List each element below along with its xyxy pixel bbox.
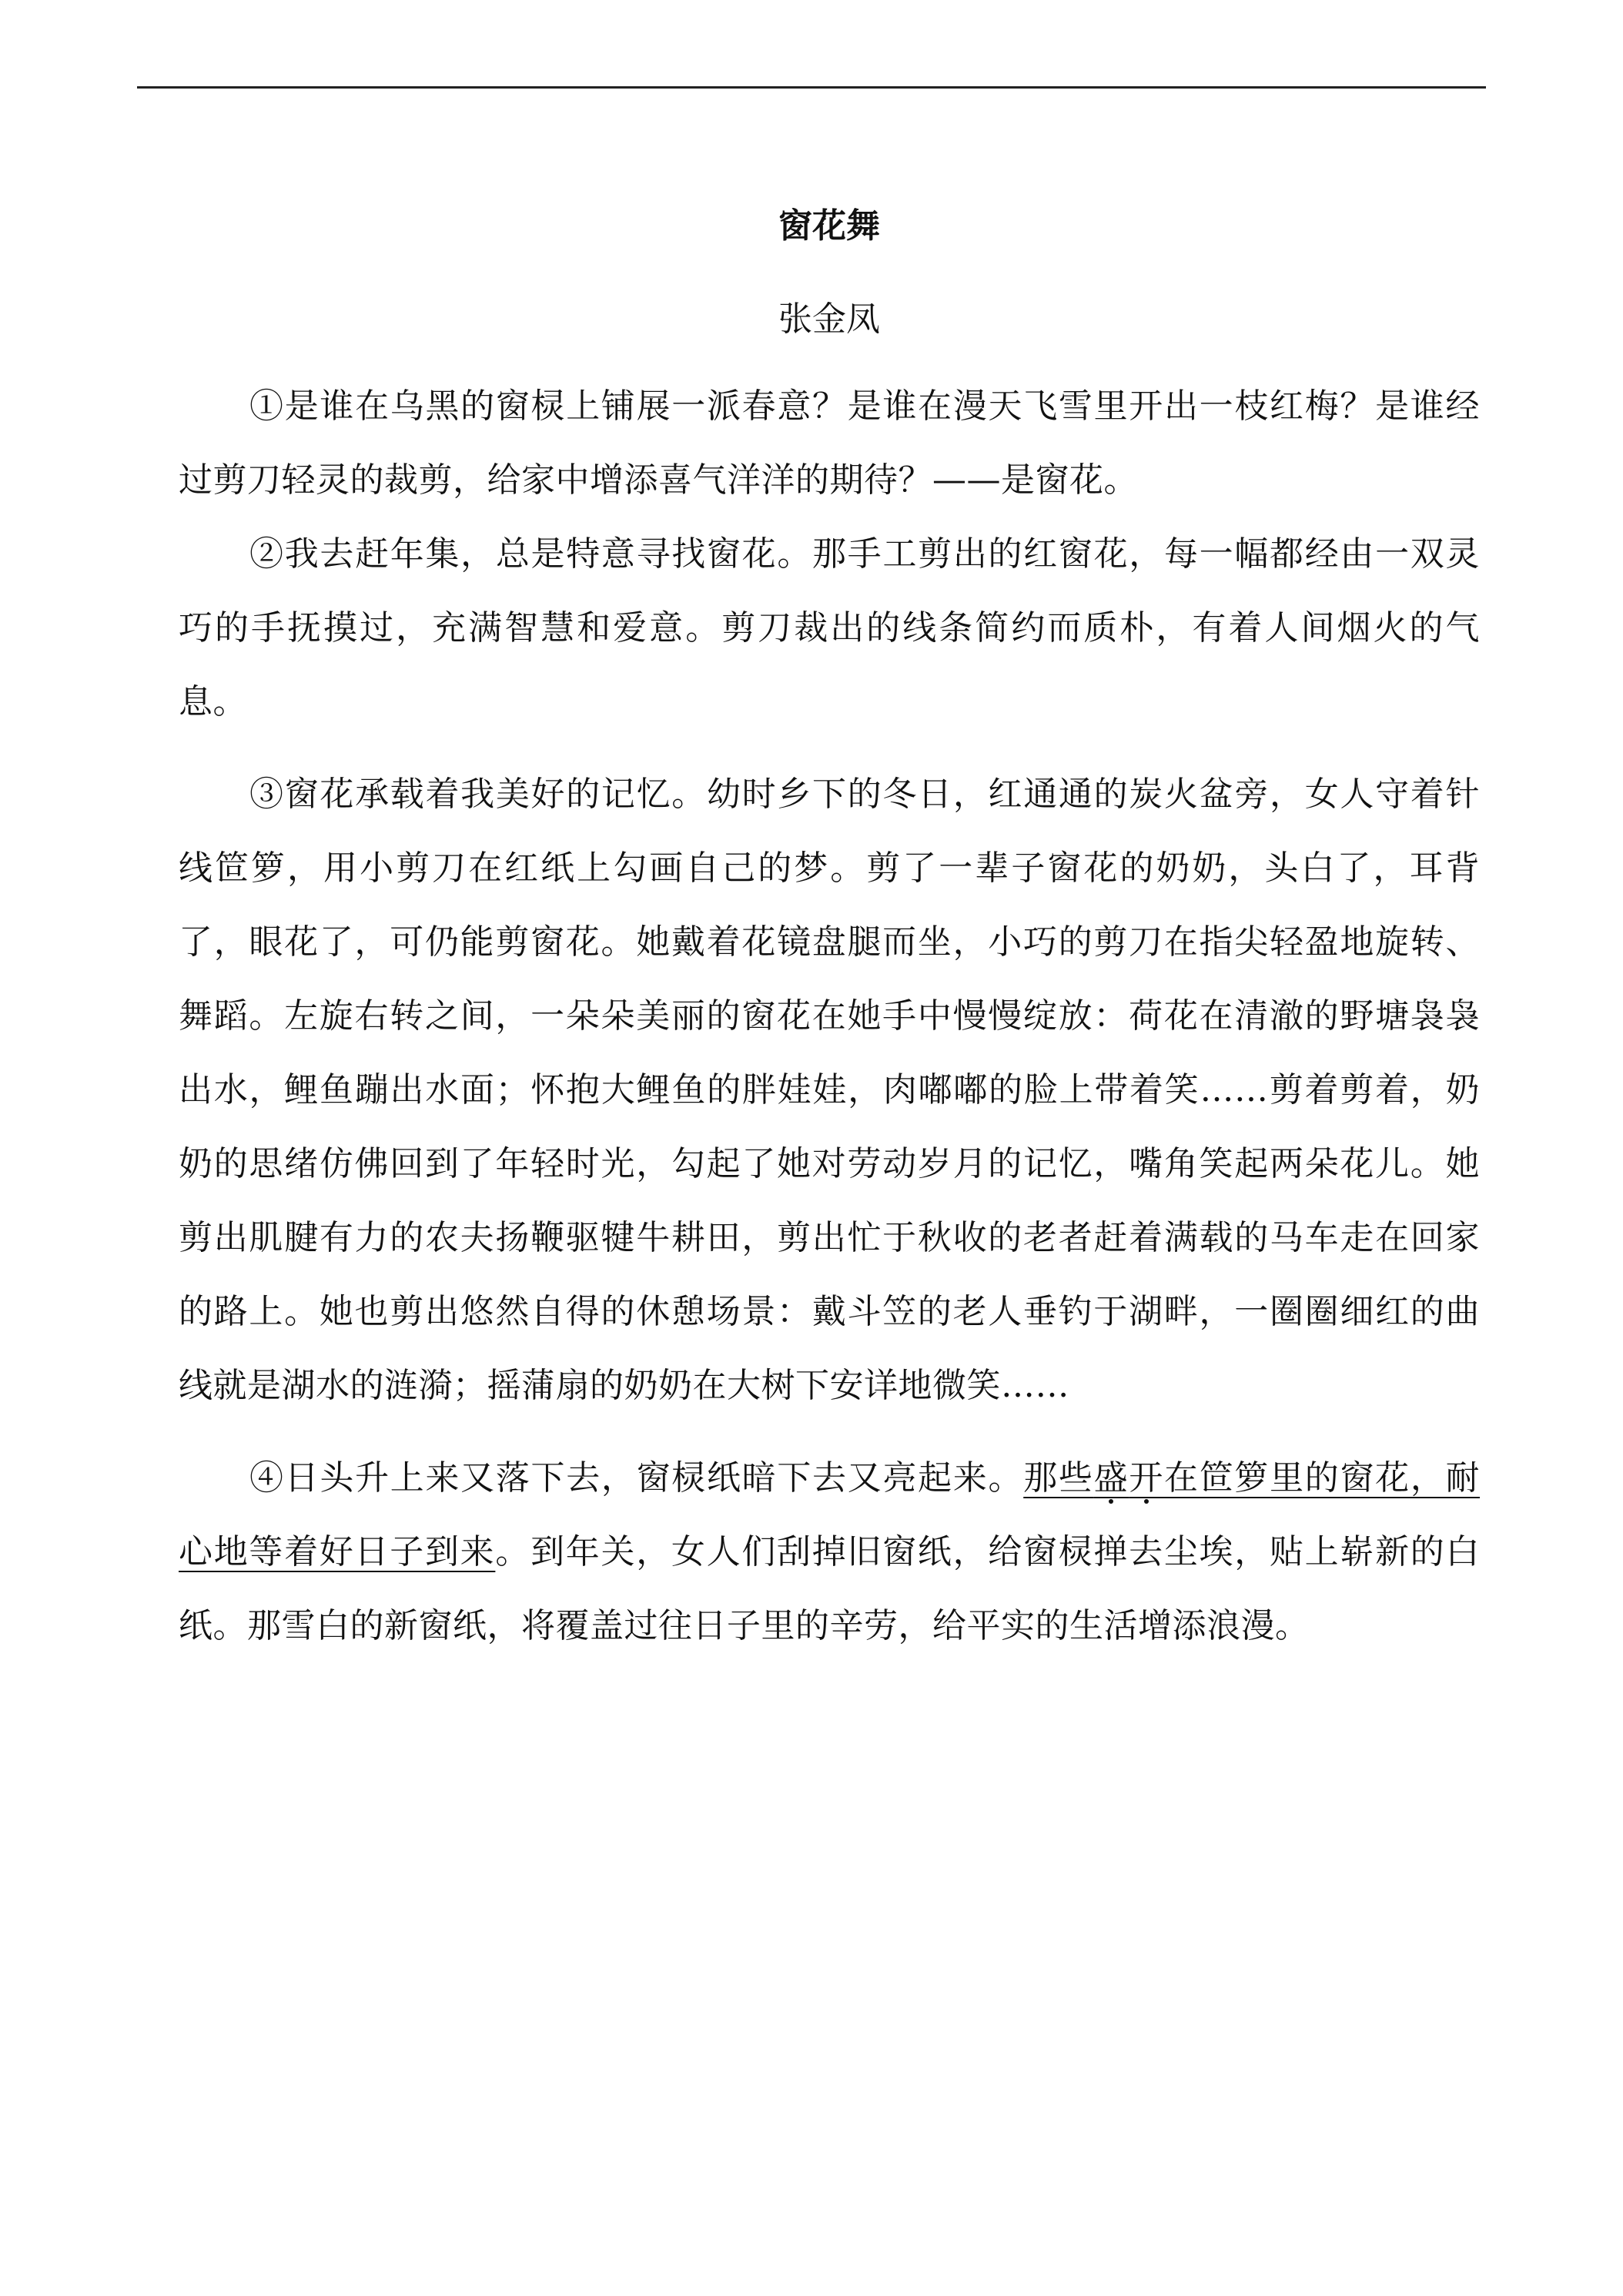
paragraph-2: ②我去赶年集，总是特意寻找窗花。那手工剪出的红窗花，每一幅都经由一双灵巧的手抚摸过，充满智慧和爱意。剪刀裁出的线条简约而质朴，有着人间烟火的气息。: [179, 534, 1480, 721]
article-author: 张金凤: [778, 299, 880, 339]
article: [179, 206, 1480, 1663]
underlined-text-part2: 在笸箩里的窗花，耐心地等着好日子到来: [179, 1458, 1481, 1571]
article-body: [179, 370, 1480, 1663]
emphasis-dot-char-1: 盛: [1093, 1458, 1129, 1498]
paragraph-4-text-after: 。到年关，女人们刮掉旧窗纸，给窗棂掸去尘埃，贴上崭新的白纸。那雪白的新窗纸，将覆盖过往日子里的辛劳，给平实的生活增添浪漫。: [179, 1531, 1480, 1645]
paragraph-1: ①是谁在乌黑的窗棂上铺展一派春意？是谁在漫天飞雪里开出一枝红梅？是谁经过剪刀轻灵的裁剪，给家中增添喜气洋洋的期待？——是窗花。: [179, 386, 1480, 500]
article-title: 窗花舞: [778, 206, 880, 246]
paragraph-4-text-before: ④日头升上来又落下去，窗棂纸暗下去又亮起来。: [249, 1458, 1024, 1498]
paragraph-4: [179, 1441, 1480, 1663]
underlined-text-part1: 那些: [1023, 1458, 1094, 1498]
paragraph-3: ③窗花承载着我美好的记忆。幼时乡下的冬日，红通通的炭火盆旁，女人守着针线笸箩，用小剪刀在红纸上勾画自己的梦。剪了一辈子窗花的奶奶，头白了，耳背了，眼花了，可仍能剪窗花。她戴着花镜盘腿而坐，小巧的剪刀在指尖轻盈地旋转、舞蹈。左旋右转之间，一朵朵美丽的窗花在她手中慢慢绽放：荷花在清澈的野塘袅袅出水，鲤鱼蹦出水面；怀抱大鲤鱼的胖娃娃，肉嘟嘟的脸上带着笑……剪着剪着，奶奶的思绪仿佛回到了年轻时光，勾起了她对劳动岁月的记忆，嘴角笑起两朵花儿。她剪出肌腱有力的农夫扬鞭驱犍牛耕田，剪出忙于秋收的老者赶着满载的马车走在回家的路上。她也剪出悠然自得的休憩场景：戴斗笠的老人垂钓于湖畔，一圈圈细红的曲线就是湖水的涟漪；摇蒲扇的奶奶在大树下安详地微笑……: [179, 774, 1480, 1405]
header-rule: [137, 86, 1486, 89]
emphasis-dot-char-2: 开: [1129, 1458, 1165, 1498]
